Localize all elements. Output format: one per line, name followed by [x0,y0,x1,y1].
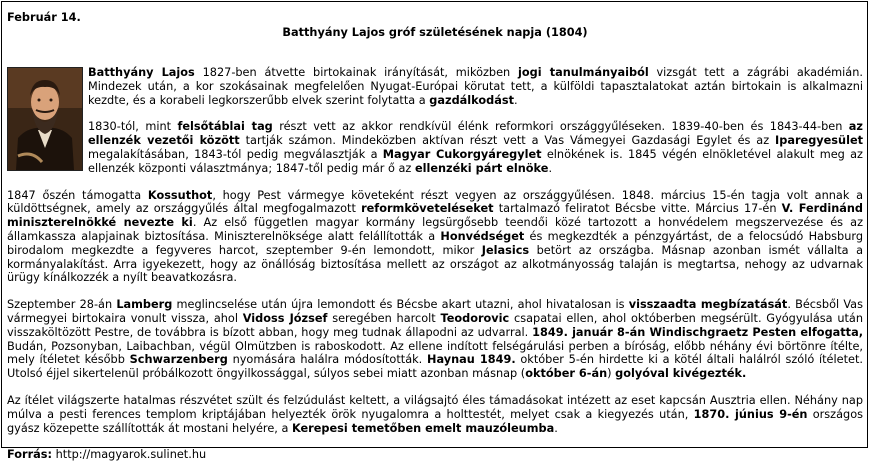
article-title: Batthyány Lajos gróf születésének napja (1804) [282,26,588,39]
name-batthyany: Batthyány Lajos [88,66,195,79]
source-line [7,448,863,462]
source-url: http://magyarok.sulinet.hu [52,448,207,462]
portrait-image [7,67,83,171]
paragraph-4: Szeptember 28-án Lamberg meglincselése után újra lemondott és Bécsbe akart utazni, ahol hivatalosan is visszaadta megbízatását. Bécsből Vas vármegyei birtokaira vonult vissza, ahol Vidoss József seregében harcolt Teodorovic csapatai ellen, ahol októberben megsérült. Gyógyulása után visszaköltözött Pestre, de továbbra is bízott abban, hogy meg tudnak állapodni az udvarral. 1849. január 8-án Windischgraetz Pesten elfogatta, Budán, Pozsonyban, Laibachban, végül Olmützben is raboskodott. Az ellene indított felségárulási perben a bíróság, előbb néhány évi börtönre ítélte, mely ítéletet később Schwarzenberg nyomására halálra módosították. Haynau 1849. október 5-én hirdette ki a kötél általi halálról szóló ítéletet. Utolsó éjjel sikertelenül próbálkozott öngyilkossággal, súlyos sebei miatt azonban másnap (október 6-án) golyóval kivégezték. [7,298,863,381]
paragraph-3: 1847 őszén támogatta Kossuthot, hogy Pest vármegye követeként részt vegyen az országgyűlésen. 1848. március 15-én tagja volt annak a küldöttségnek, amely az országgyűlés által megfogalmazott reformköveteléseket tartalmazó feliratot Bécsbe vitte. Március 17-én V. Ferdinánd miniszterelnökké nevezte ki. Az első független magyar kormány legsürgősebb teendői közé tartozott a honvédelem megszervezése és az államkassza alapjainak biztosítása. Miniszterelnöksége alatt felállították a Honvédséget és megkezdték a pénzgyártást, de a felocsúdó Habsburg birodalom megkezdte a fegyveres harcot, szeptember 9-én lemondott, mikor Jelasics betört az országba. Másnap azonban ismét vállalta a kormányalakítást. Arra igyekezett, hogy az önállóság biztosítása mellett az országot az alkotmányosság talaján is megtartsa, nehogy az udvarnak ürügy kínálkozzék a nyílt beavatkozásra. [7,188,863,285]
paragraph-1: Batthyány Lajos 1827-ben átvette birtokainak irányítását, miközben jogi tanulmányaiból vizsgát tett a zágrábi akadémián. Mindezek után, a kor szokásainak megfelelően Nyugat-Európai körutat tett, a külföldi tapasztalatokat aztán birtokain is alkalmazni kezdte, és a korabeli legkorszerűbb elvek szerint folytatta a gazdálkodást. [7,66,863,107]
article-date: Február 14. [7,11,81,24]
paragraph-5: Az ítélet világszerte hatalmas részvétet szült és felzúdulást keltett, a világsajtó éles támadásokat intézett az eset kapcsán Ausztria ellen. Néhány nap múlva a pesti ferences templom kriptájában helyezték örök nyugalomra a holttestét, melyet csak a kiegyezés után, 1870. június 9-én országos gyász közepette szállították át mostani helyére, a Kerepesi temetőben emelt mauzóleumba. [7,393,864,435]
paragraph-2: 1830-tól, mint felsőtáblai tag részt vett az akkor rendkívül élénk reformkori országgyűléseken. 1839-40-ben és 1843-44-ben az ellenzék vezetői között tartják számon. Mindeközben aktívan részt vett a Vas Vámegyei Gazdasági Egylet és az Iparegyesület megalakításában, 1843-tól pedig megválasztják a Magyar Cukorgyáregylet elnökének is. 1845 végén elnökletével alakult meg az ellenzék központi választmánya; 1847-től pedig már ő az ellenzéki párt elnöke. [88,120,864,175]
page-frame [1,1,868,462]
article [2,2,867,462]
source-label: Forrás: [7,448,53,462]
portrait-of-batthyany-lajos-icon [8,68,82,170]
